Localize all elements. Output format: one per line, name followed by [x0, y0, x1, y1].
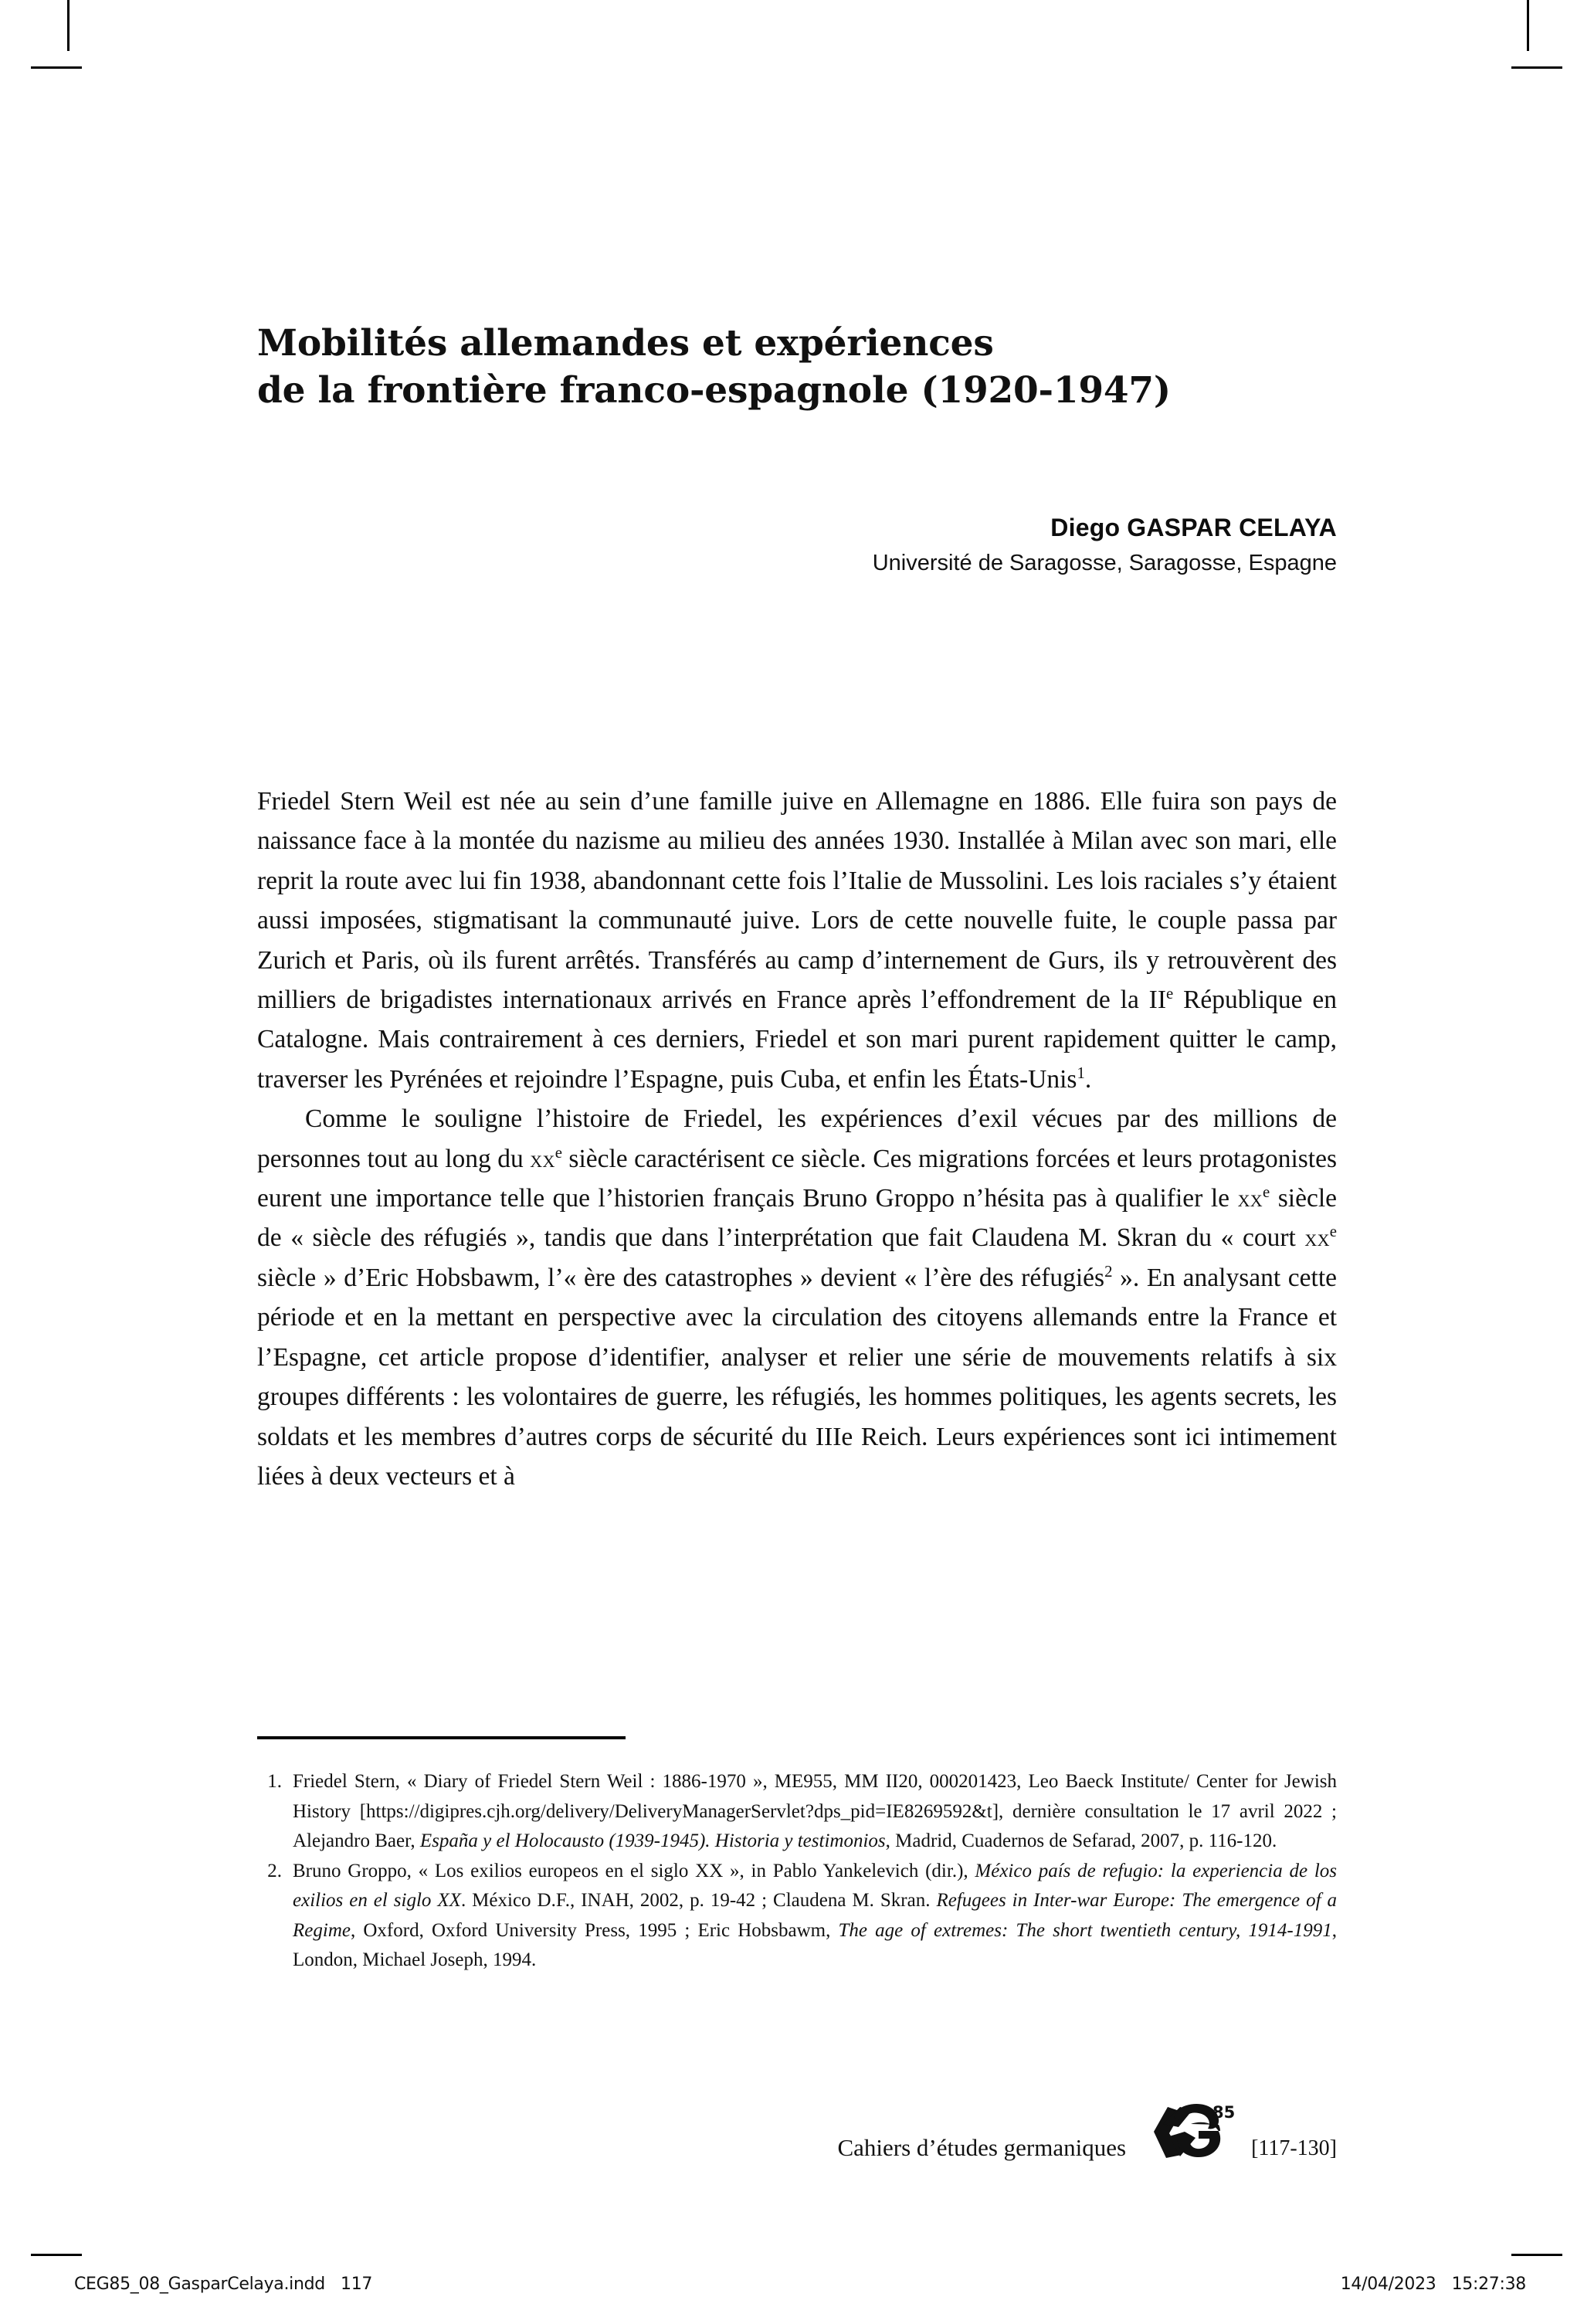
crop-mark-bottom-right-horizontal — [1511, 2254, 1562, 2256]
text-run: Friedel Stern, « Diary of Friedel Stern Weil : 1886-1970 », ME955, MM II20, 000201423, Leo Baeck Institute/ Center for Jewish History [https://digipres.cjh.org/delivery/DeliveryManagerServlet?dps_pid=IE8269592&t], dernière consultation le 17 avril 2022 ; Alejandro Baer, — [293, 1771, 1337, 1851]
footnote-number: 1. — [267, 1771, 282, 1792]
text-run: siècle caractérisent ce siècle. Ces migrations forcées et leurs protagonistes eurent une importance telle que l’historien français Bruno Groppo n’hésita pas à qualifier le — [257, 1144, 1338, 1213]
superscript-run: e — [1329, 1223, 1337, 1241]
page-title — [257, 321, 1354, 413]
italic-run: España y el Holocausto (1939-1945). Historia y testimonios — [419, 1830, 886, 1851]
text-run: . México D.F., INAH, 2002, p. 19-42 ; Claudena M. Skran. — [460, 1890, 937, 1911]
page-title-line-1: Mobilités allemandes et expériences — [257, 322, 994, 365]
footnote-separator-rule — [257, 1736, 626, 1739]
print-slug — [74, 2275, 1526, 2294]
text-run: ». En analysant cette période et en la mettant en perspective avec la circulation des citoyens allemands entre la France et l’Espagne, cet article propose d’identifier, analyser et relier une série de mouvements relatifs à six groupes différents : les volontaires de guerre, les réfugiés, les hommes politiques, les agents secrets, les soldats et les membres d’autres corps de sécurité du IIIe Reich. Leurs expériences sont ici intimement liées à deux vecteurs et à — [257, 1263, 1337, 1491]
footnote-text — [293, 1857, 1337, 1976]
journal-name: Cahiers d’études germaniques — [837, 2134, 1127, 2161]
crop-mark-top-left-horizontal — [31, 66, 82, 69]
text-run: Comme le souligne l’histoire de Friedel, les expériences d’exil vécues par des millions de personnes tout au long du — [257, 1104, 1337, 1173]
footnote-item — [257, 1767, 1337, 1857]
footnote-text — [293, 1767, 1337, 1857]
author-block — [257, 511, 1337, 579]
superscript-run: e — [1262, 1182, 1270, 1201]
italic-run: México país de refugio: la experiencia de los exilios en el siglo XX — [293, 1860, 1337, 1911]
small-caps-run: xx — [1304, 1224, 1330, 1252]
text-run: , Oxford, Oxford University Press, 1995 ; Eric Hobsbawm, — [350, 1919, 839, 1941]
author-name: Diego GASPAR CELAYA — [1050, 514, 1337, 541]
issue-number-text: 85 — [1212, 2103, 1236, 2122]
superscript-run: e — [555, 1143, 562, 1162]
page-range: [117-130] — [1251, 2136, 1337, 2160]
text-run: , London, Michael Joseph, 1994. — [293, 1919, 1337, 1970]
small-caps-run: xx — [1237, 1185, 1263, 1213]
article-body — [257, 782, 1337, 1496]
slug-filename: CEG85_08_GasparCelaya.indd 117 — [74, 2275, 373, 2294]
text-run: Bruno Groppo, « Los exilios europeos en el siglo XX », in Pablo Yankelevich (dir.), — [293, 1860, 975, 1881]
text-run: siècle de « siècle des réfugiés », tandis que dans l’interprétation que fait Claudena M. Skran du « court — [257, 1184, 1338, 1253]
crop-mark-top-left-vertical — [67, 0, 70, 51]
text-run: Friedel Stern Weil est née au sein d’une famille juive en Allemagne en 1886. Elle fuira son pays de naissance face à la montée du nazisme au milieu des années 1930. Installée à Milan avec son mari, elle reprit la route avec lui fin 1938, abandonnant cette fois l’Italie de Mussolini. Les lois raciales s’y étaient aussi imposées, stigmatisant la communauté juive. Lors de cette nouvelle fuite, le couple passa par Zurich et Paris, où ils furent arrêtés. Transférés au camp d’internement de Gurs, ils y retrouvèrent des milliers de brigadistes internationaux arrivés en France après l’effondrement de la II — [257, 787, 1337, 1015]
footnote-list — [257, 1767, 1337, 1976]
ceg-logo — [1146, 2101, 1237, 2161]
text-run: , Madrid, Cuadernos de Sefarad, 2007, p. 116-120. — [885, 1830, 1277, 1851]
text-run: . — [1084, 1064, 1092, 1094]
crop-mark-bottom-left-horizontal — [31, 2254, 82, 2256]
body-paragraph — [257, 782, 1337, 1099]
superscript-run: e — [1166, 984, 1174, 1003]
superscript-run: 1 — [1077, 1064, 1085, 1082]
crop-mark-top-right-vertical — [1527, 0, 1529, 51]
superscript-run: 2 — [1104, 1262, 1113, 1281]
page-title-line-2: de la frontière franco-espagnole (1920-1947) — [257, 368, 1171, 412]
slug-timestamp: 14/04/2023 15:27:38 — [1340, 2275, 1526, 2294]
text-run: République en Catalogne. Mais contrairement à ces derniers, Friedel et son mari purent rapidement quitter le camp, traverser les Pyrénées et rejoindre l’Espagne, puis Cuba, et enfin les États-Unis — [257, 986, 1337, 1094]
footnote-number: 2. — [267, 1860, 282, 1881]
page-footer — [257, 2105, 1337, 2161]
body-paragraph — [257, 1099, 1337, 1496]
small-caps-run: xx — [530, 1145, 555, 1172]
crop-mark-top-right-horizontal — [1511, 66, 1562, 69]
italic-run: Refugees in Inter-war Europe: The emergence of a Regime — [293, 1890, 1338, 1941]
italic-run: The age of extremes: The short twentieth century, 1914-1991 — [838, 1919, 1332, 1941]
author-affiliation: Université de Saragosse, Saragosse, Espagne — [872, 551, 1337, 576]
text-run: siècle » d’Eric Hobsbawm, l’« ère des catastrophes » devient « l’ère des réfugiés — [257, 1263, 1105, 1292]
footnote-item — [257, 1857, 1337, 1976]
